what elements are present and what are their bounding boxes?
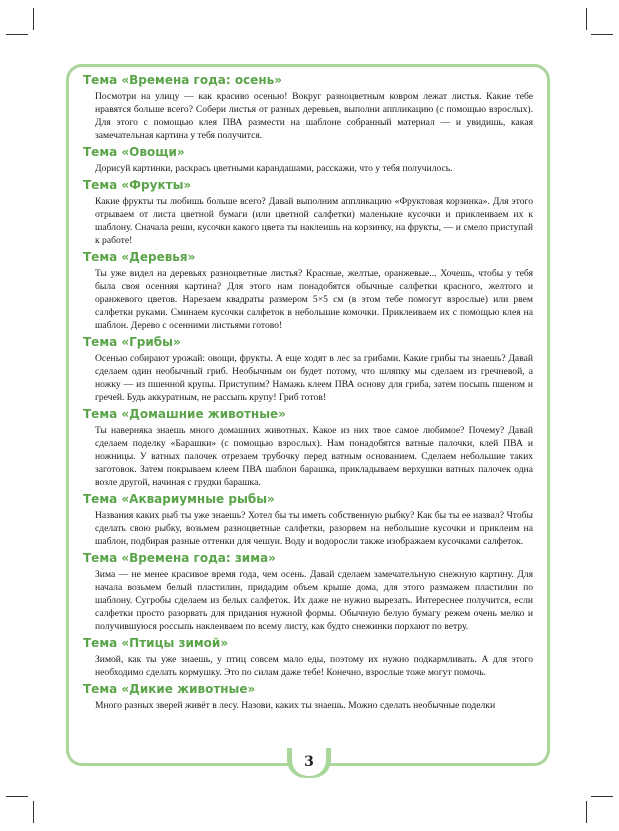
section-title: Тема «Деревья» <box>83 250 196 264</box>
content-frame <box>66 64 550 766</box>
section-text: Посмотри на улицу — как красиво осенью! Вокруг разноцветным ковром лежат листья. Какие тебе нравятся больше всего? Собери листья от разных деревьев, выполни аппликацию (с помощью взрослых). Для этого с помощью клея ПВА размести на шаблоне собранный материал — и увидишь, какая замечательная картина у тебя получится. <box>95 91 533 141</box>
page-number-tab <box>287 748 331 778</box>
section-text: Названия каких рыб ты уже знаешь? Хотел бы ты иметь собственную рыбку? Как бы ты ее назвал? Чтобы сделать свою рыбку, возьмем разноцветные салфетки, разорвем на небольшие кусочки и приклеим на шаблон, подбирая разные оттенки для чешуи. Воду и водоросли также изображаем кусочками салфеток. <box>95 510 533 547</box>
section-aquarium-fish <box>83 492 533 548</box>
section-title: Тема «Времена года: зима» <box>83 551 276 565</box>
section-title: Тема «Дикие животные» <box>83 682 256 696</box>
section-title: Тема «Аквариумные рыбы» <box>83 492 275 506</box>
section-text: Ты наверняка знаешь много домашних животных. Какое из них твое самое любимое? Почему? Давай сделаем поделку «Барашки» (с помощью взрослых). Нам понадобятся ватные палочки, клей ПВА и ножницы. У ватных палочек отрезаем трубочку перед ватным основанием. Сделаем небольшие таких заготовок. Затем покрываем клеем ПВА шаблон барашка, прикладываем верхушки ватных палочек одна возле другой, начиная с грудки барашка. <box>95 425 533 488</box>
section-winter <box>83 551 533 633</box>
section-text: Какие фрукты ты любишь больше всего? Давай выполним аппликацию «Фруктовая корзинка». Для этого отрываем от листа цветной бумаги (или цветной салфетки) маленькие кусочки и приклеиваем их к шаблону. Сначала реши, кусочки какого цвета ты наклеишь на корзинку, на фрукты, — и смело приступай к работе! <box>95 196 533 246</box>
crop-mark-bottom-left-v <box>33 801 34 823</box>
section-text: Много разных зверей живёт в лесу. Назови, каких ты знаешь. Можно сделать необычные поделки <box>95 700 496 711</box>
crop-mark-bottom-left-h <box>6 796 28 797</box>
section-text: Зимой, как ты уже знаешь, у птиц совсем мало еды, поэтому их нужно подкармливать. А для этого необходимо сделать кормушку. Это по силам даже тебе! Конечно, взрослые тоже могут помочь. <box>95 654 533 678</box>
section-text: Зима — не менее красивое время года, чем осень. Давай сделаем замечательную снежную картину. Для начала возьмем белый пластилин, придадим объем крыше дома, для этого размажем пластилин по шаблону. Сугробы сделаем из белых салфеток. Их даже не нужно вырезать. Интереснее получится, если салфетки просто разорвать для придания нужной формы. Обычную белую бумагу режем очень мелко и получившуюся россыпь наклеиваем по всему листу, как будто снежинки порхают по ветру. <box>95 569 533 632</box>
page-number: 3 <box>292 748 326 776</box>
crop-mark-top-right-h <box>591 34 613 35</box>
section-wild-animals <box>83 682 533 712</box>
section-winter-birds <box>83 636 533 679</box>
section-trees <box>83 250 533 332</box>
crop-mark-top-left-h <box>6 34 28 35</box>
section-text: Дорисуй картинки, раскрась цветными карандашами, расскажи, что у тебя получилось. <box>95 163 453 174</box>
section-title: Тема «Грибы» <box>83 335 181 349</box>
section-title: Тема «Овощи» <box>83 145 185 159</box>
crop-mark-top-right-v <box>586 8 587 30</box>
section-title: Тема «Фрукты» <box>83 178 192 192</box>
section-title: Тема «Птицы зимой» <box>83 636 229 650</box>
section-text: Ты уже видел на деревьях разноцветные листья? Красные, желтые, оранжевые... Хочешь, чтобы у тебя была своя осенняя картина? Для этого нам понадобятся обычные салфетки красного, желтого и оранжевого цветов. Нарезаем квадраты размером 5×5 см (в этом тебе помогут взрослые) или рвем салфетки руками. Сминаем кусочки салфеток в небольшие комочки. Приклеиваем их с помощью клея на шаблон. Дерево с осенними листьями готово! <box>95 268 533 331</box>
section-text: Осенью собирают урожай: овощи, фрукты. А еще ходят в лес за грибами. Какие грибы ты знаешь? Давай сделаем один необычный гриб. Необычным он будет потому, что шляпку мы сделаем из гречневой, а ножку — из пшенной крупы. Приступим? Намажь клеем ПВА основу для гриба, затем посыпь пшеном и гречей. Будь аккуратным, не рассыпь крупу! Гриб готов! <box>95 353 533 403</box>
section-autumn <box>83 73 533 142</box>
section-fruits <box>83 178 533 247</box>
crop-mark-top-left-v <box>33 8 34 30</box>
section-vegetables <box>83 145 533 175</box>
content <box>83 73 533 715</box>
section-domestic-animals <box>83 407 533 489</box>
section-title: Тема «Домашние животные» <box>83 407 286 421</box>
crop-mark-bottom-right-v <box>586 801 587 823</box>
crop-mark-bottom-right-h <box>591 796 613 797</box>
section-mushrooms <box>83 335 533 404</box>
section-title: Тема «Времена года: осень» <box>83 73 282 87</box>
